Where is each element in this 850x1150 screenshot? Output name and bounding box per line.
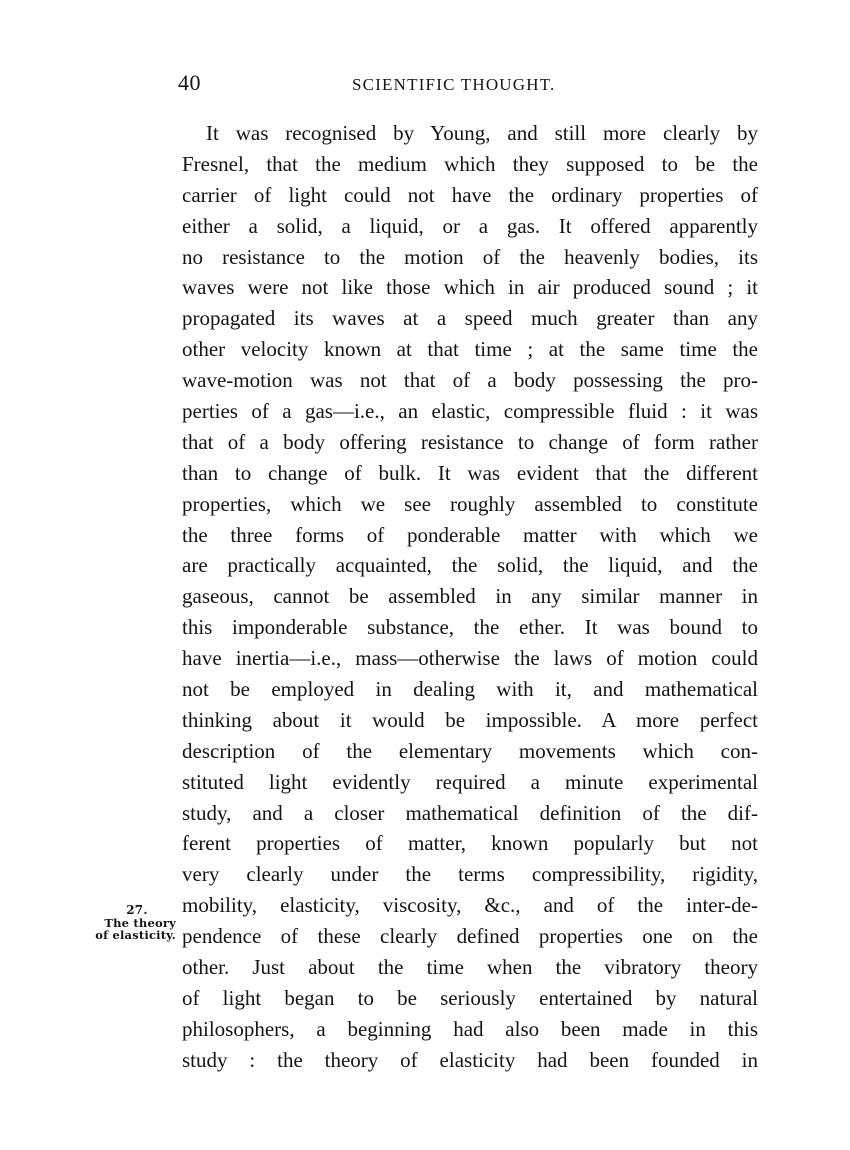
text-line: Fresnel, that the medium which they supposed to be the [182, 151, 758, 176]
text-line: properties, which we see roughly assembled to constitute [182, 491, 758, 516]
text-line: other. Just about the time when the vibratory theory [182, 955, 758, 980]
text-line: that of a body offering resistance to change of form rather [182, 429, 758, 454]
running-head: SCIENTIFIC THOUGHT. [352, 75, 556, 94]
sidenote-line: of elasticity. [95, 928, 176, 942]
text-line: stituted light evidently required a minute experimental [182, 769, 758, 794]
text-line: perties of a gas—i.e., an elastic, compressible fluid : it was [182, 399, 758, 424]
text-line: either a solid, a liquid, or a gas. It offered apparently [182, 213, 758, 238]
text-line: no resistance to the motion of the heavenly bodies, its [182, 244, 758, 269]
text-line: study, and a closer mathematical definition of the dif- [182, 800, 758, 825]
text-line: of light began to be seriously entertained by natural [182, 985, 758, 1010]
text-line: carrier of light could not have the ordinary properties of [182, 182, 758, 207]
text-line: than to change of bulk. It was evident that the different [182, 460, 758, 485]
text-line: waves were not like those which in air produced sound ; it [182, 275, 758, 300]
text-line: wave-motion was not that of a body possessing the pro- [182, 368, 758, 393]
text-line: propagated its waves at a speed much greater than any [182, 306, 758, 331]
text-line: description of the elementary movements which con- [182, 738, 758, 763]
text-line: this imponderable substance, the ether. It was bound to [182, 615, 758, 640]
text-line: pendence of these clearly defined properties one on the [182, 924, 758, 949]
text-line: mobility, elasticity, viscosity, &c., and of the inter-de- [182, 893, 758, 918]
page-number: 40 [178, 70, 201, 95]
sidenote-line: The theory [104, 915, 176, 930]
text-line: other velocity known at that time ; at the same time the [182, 337, 758, 362]
text-line: It was recognised by Young, and still more clearly by [206, 121, 758, 145]
text-line: ferent properties of matter, known popularly but not [182, 831, 758, 856]
text-line: the three forms of ponderable matter with which we [182, 522, 758, 547]
text-line: have inertia—i.e., mass—otherwise the laws of motion could [182, 646, 758, 671]
text-line: thinking about it would be impossible. A more perfect [182, 707, 758, 732]
text-line: study : the theory of elasticity had been founded in [182, 1047, 758, 1072]
margin-sidenote [84, 904, 176, 942]
text-line: very clearly under the terms compressibility, rigidity, [182, 862, 758, 887]
text-line: gaseous, cannot be assembled in any similar manner in [182, 584, 758, 609]
text-line: philosophers, a beginning had also been made in this [182, 1016, 758, 1041]
sidenote-number: 27. [126, 903, 148, 917]
text-line: are practically acquainted, the solid, the liquid, and the [182, 553, 758, 578]
text-line: not be employed in dealing with it, and mathematical [182, 677, 758, 702]
body-text [182, 118, 758, 1076]
